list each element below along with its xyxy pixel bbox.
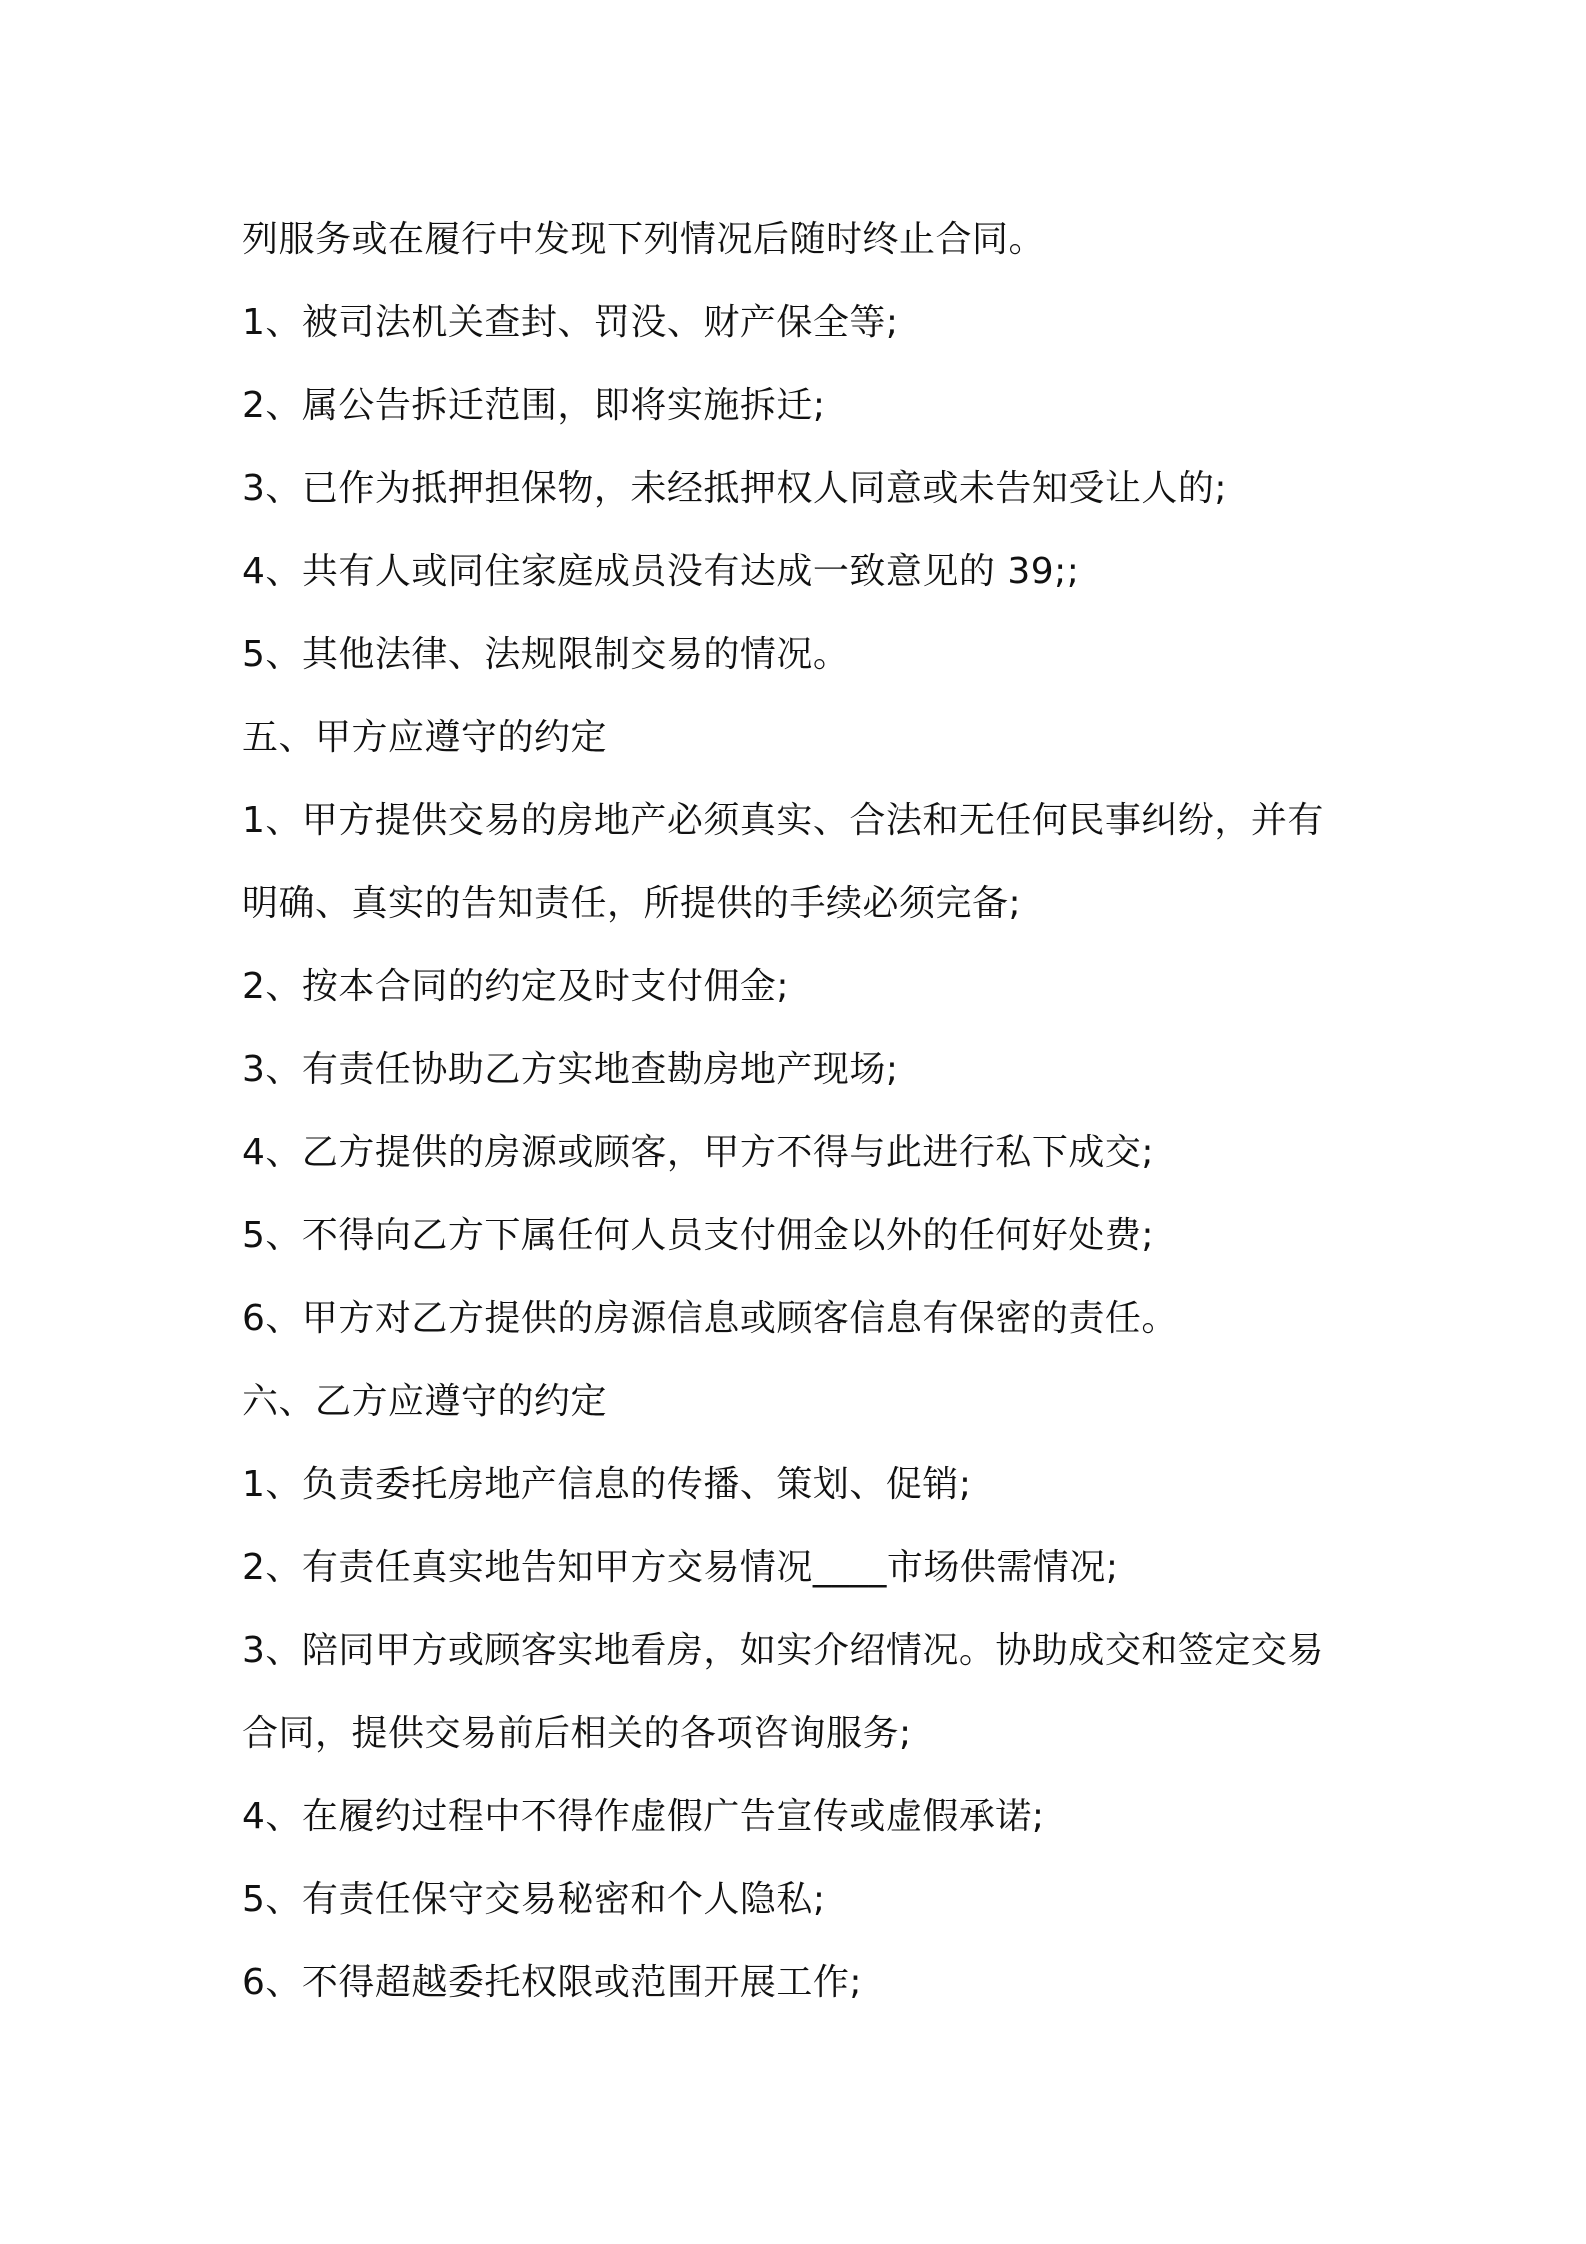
text-line: 1、负责委托房地产信息的传播、策划、促销; xyxy=(242,1464,972,1505)
text-line: 5、不得向乙方下属任何人员支付佣金以外的任何好处费; xyxy=(242,1215,1155,1256)
text-line: 4、在履约过程中不得作虚假广告宣传或虚假承诺; xyxy=(242,1796,1045,1837)
text-line: 3、有责任协助乙方实地查勘房地产现场; xyxy=(242,1049,899,1090)
text-line: 5、有责任保守交易秘密和个人隐私; xyxy=(242,1879,826,1920)
text-line: 2、属公告拆迁范围，即将实施拆迁; xyxy=(242,385,826,426)
text-line: 1、被司法机关查封、罚没、财产保全等; xyxy=(242,302,899,343)
text-line: 4、共有人或同住家庭成员没有达成一致意见的 39;; xyxy=(242,551,1080,592)
text-line: 1、甲方提供交易的房地产必须真实、合法和无任何民事纠纷，并有 xyxy=(242,800,1324,841)
text-line: 4、乙方提供的房源或顾客，甲方不得与此进行私下成交; xyxy=(242,1132,1155,1173)
text-line: 列服务或在履行中发现下列情况后随时终止合同。 xyxy=(242,219,1046,260)
text-line: 2、按本合同的约定及时支付佣金; xyxy=(242,966,790,1007)
document-body xyxy=(242,198,1372,2024)
text-line: 3、已作为抵押担保物，未经抵押权人同意或未告知受让人的; xyxy=(242,468,1228,509)
text-line: 明确、真实的告知责任，所提供的手续必须完备; xyxy=(242,883,1022,924)
text-line: 3、陪同甲方或顾客实地看房，如实介绍情况。协助成交和签定交易 xyxy=(242,1630,1324,1671)
section-heading: 六、乙方应遵守的约定 xyxy=(242,1381,608,1422)
text-line: 6、不得超越委托权限或范围开展工作; xyxy=(242,1962,863,2003)
text-line: 5、其他法律、法规限制交易的情况。 xyxy=(242,634,850,675)
text-line: 6、甲方对乙方提供的房源信息或顾客信息有保密的责任。 xyxy=(242,1298,1178,1339)
text-line: 2、有责任真实地告知甲方交易情况____市场供需情况; xyxy=(242,1547,1119,1588)
text-line: 合同，提供交易前后相关的各项咨询服务; xyxy=(242,1713,912,1754)
section-heading: 五、甲方应遵守的约定 xyxy=(242,717,608,758)
